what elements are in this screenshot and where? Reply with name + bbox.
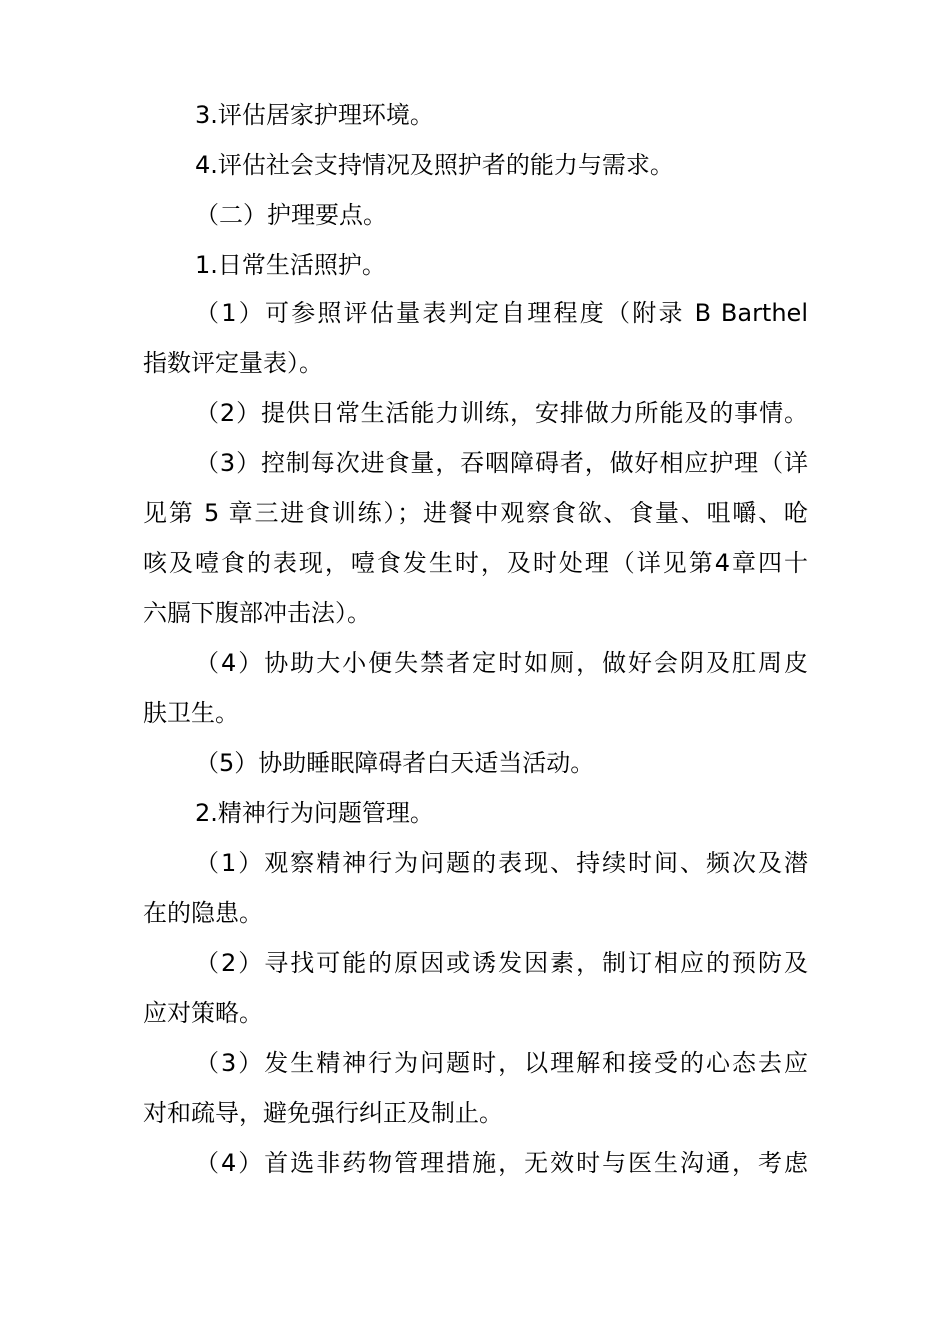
subheading-behavior-management: 2.精神行为问题管理。 (195, 799, 434, 827)
text-line-item-1-4-cont: 肤卫生。 (143, 699, 239, 727)
text-line-assess-home-environment: 3.评估居家护理环境。 (195, 101, 434, 129)
text-line-item-2-1-cont: 在的隐患。 (143, 899, 263, 927)
text-line-item-1-2: （2）提供日常生活能力训练，安排做力所能及的事情。 (195, 399, 808, 427)
text-line-assess-social-support: 4.评估社会支持情况及照护者的能力与需求。 (195, 151, 674, 179)
text-line-item-1-1: （1）可参照评估量表判定自理程度（附录 B Barthel (195, 299, 808, 327)
subheading-daily-life-care: 1.日常生活照护。 (195, 251, 386, 279)
text-line-item-1-3-cont-b: 咳及噎食的表现，噎食发生时，及时处理（详见第4章四十 (143, 549, 808, 577)
text-line-item-1-4: （4）协助大小便失禁者定时如厕，做好会阴及肛周皮 (195, 649, 808, 677)
text-line-item-1-3: （3）控制每次进食量，吞咽障碍者，做好相应护理（详 (195, 449, 808, 477)
text-line-item-1-3-cont-c: 六膈下腹部冲击法）。 (143, 599, 371, 627)
text-line-item-2-1: （1）观察精神行为问题的表现、持续时间、频次及潜 (195, 849, 808, 877)
text-line-item-2-3-cont: 对和疏导，避免强行纠正及制止。 (143, 1099, 503, 1127)
text-line-item-2-4: （4）首选非药物管理措施，无效时与医生沟通，考虑 (195, 1149, 808, 1177)
text-line-item-2-3: （3）发生精神行为问题时，以理解和接受的心态去应 (195, 1049, 808, 1077)
text-line-item-2-2: （2）寻找可能的原因或诱发因素，制订相应的预防及 (195, 949, 808, 977)
text-line-item-2-2-cont: 应对策略。 (143, 999, 263, 1027)
section-heading-nursing-points: （二）护理要点。 (195, 201, 387, 229)
text-line-item-1-3-cont-a: 见第 5 章三进食训练）；进餐中观察食欲、食量、咀嚼、呛 (143, 499, 808, 527)
text-line-item-1-1-cont: 指数评定量表）。 (143, 349, 323, 377)
text-line-item-1-5: （5）协助睡眠障碍者白天适当活动。 (195, 749, 595, 777)
